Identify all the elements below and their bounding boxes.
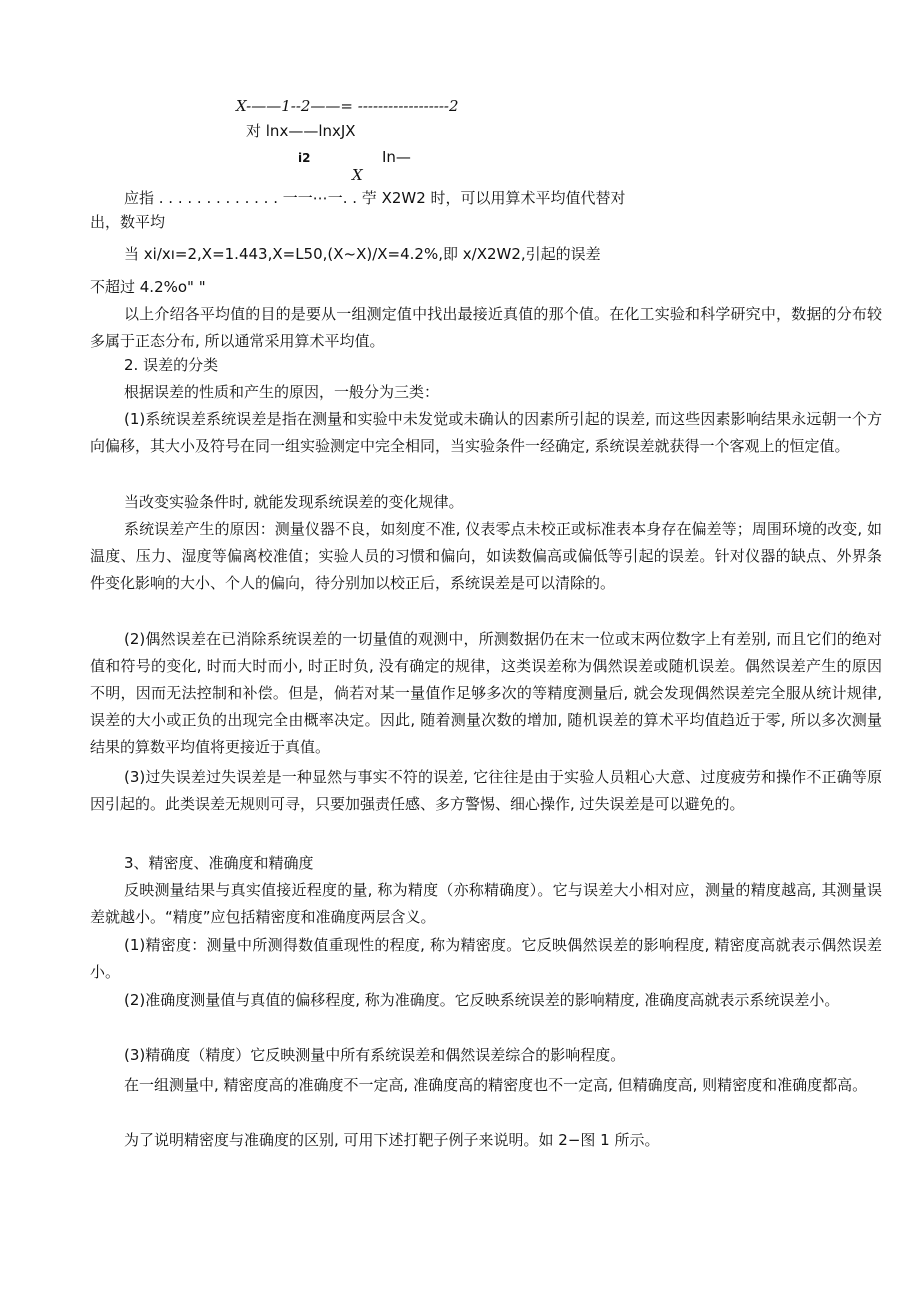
paragraph-precision-def: 反映测量结果与真实值接近程度的量, 称为精度（亦称精确度）。它与误差大小相对应，测量的精度越高, 其测量误差就越小。“精度”应包括精密度和准确度两层含义。 [90,881,882,926]
paragraph-systematic-causes: 系统误差产生的原因：测量仪器不良，如刻度不准, 仪表零点未校正或标准表本身存在偏差等；周围环境的改变, 如温度、压力、湿度等偏离校准值；实验人员的习惯和偏向，如读数偏高或偏低等引起的误差。针对仪器的缺点、外界条件变化影响的大小、个人的偏向，待分别加以校正后，系统误差是可以清除的。 [90,520,882,592]
section-heading-2: 2. 误差的分类 [124,356,219,374]
paragraph-exactness: (3)精确度（精度）它反映测量中所有系统误差和偶然误差综合的影响程度。 [124,1046,626,1064]
paragraph-relation: 在一组测量中, 精密度高的准确度不一定高, 准确度高的精密度也不一定高, 但精确度高, 则精密度和准确度都高。 [124,1076,868,1094]
paragraph-precision: (1)精密度：测量中所测得数值重现性的程度, 称为精密度。它反映偶然误差的影响程度, 精密度高就表示偶然误差小。 [90,936,882,981]
formula-line-1: X-——1--2——= ------------------2 [236,97,459,115]
formula-x: X [352,166,363,184]
formula-ln: In— [382,148,411,166]
paragraph-intro: 以上介绍各平均值的目的是要从一组测定值中找出最接近真值的那个值。在化工实验和科学研究中，数据的分布较多属于正态分布, 所以通常采用算术平均值。 [90,305,882,350]
paragraph-gross-error: (3)过失误差过失误差是一种显然与事实不符的误差, 它往往是由于实验人员粗心大意、过度疲劳和操作不正确等原因引起的。此类误差无规则可寻，只要加强责任感、多方警惕、细心操作, 过失误差是可以避免的。 [90,768,882,813]
formula-line-4b: 出，数平均 [90,213,166,231]
formula-line-5: 当 xi/xı=2,X=1.443,X=L50,(X~X)/X=4.2%,即 x/X2W2,引起的误差 [124,245,601,263]
paragraph-accuracy: (2)准确度测量值与真值的偏移程度, 称为准确度。它反映系统误差的影响精度, 准确度高就表示系统误差小。 [124,991,840,1009]
formula-subscript-i2: i2 [298,151,311,165]
formula-line-6: 不超过 4.2%o" " [90,278,206,296]
formula-line-4a: 应指 . . . . . . . . . . . . . 一一⋯一. . 苧 X2W2 时，可以用算术平均值代替对 [124,189,626,207]
formula-line-2: 对 lnx——lnxJX [246,122,356,140]
paragraph-target-example: 为了说明精密度与准确度的区别, 可用下述打靶子例子来说明。如 2−图 1 所示。 [124,1131,660,1149]
paragraph-systematic-change: 当改变实验条件时, 就能发现系统误差的变化规律。 [124,493,464,511]
paragraph-classification: 根据误差的性质和产生的原因，一般分为三类： [124,383,440,401]
section-heading-3: 3、精密度、准确度和精确度 [124,854,314,872]
paragraph-systematic-error: (1)系统误差系统误差是指在测量和实验中未发觉或未确认的因素所引起的误差, 而这些因素影响结果永远朝一个方向偏移，其大小及符号在同一组实验测定中完全相同，当实验条件一经确定, 系统误差就获得一个客观上的恒定值。 [90,410,882,455]
paragraph-random-error: (2)偶然误差在已消除系统误差的一切量值的观测中，所测数据仍在末一位或末两位数字上有差别, 而且它们的绝对值和符号的变化, 时而大时而小, 时正时负, 没有确定的规律，这类误差称为偶然误差或随机误差。偶然误差产生的原因不明，因而无法控制和补偿。但是，倘若对某一量值作足够多次的等精度测量后, 就会发现偶然误差完全服从统计规律, 误差的大小或正负的出现完全由概率决定。因此, 随着测量次数的增加, 随机误差的算术平均值趋近于零, 所以多次测量结果的算数平均值将更接近于真值。 [90,630,882,756]
